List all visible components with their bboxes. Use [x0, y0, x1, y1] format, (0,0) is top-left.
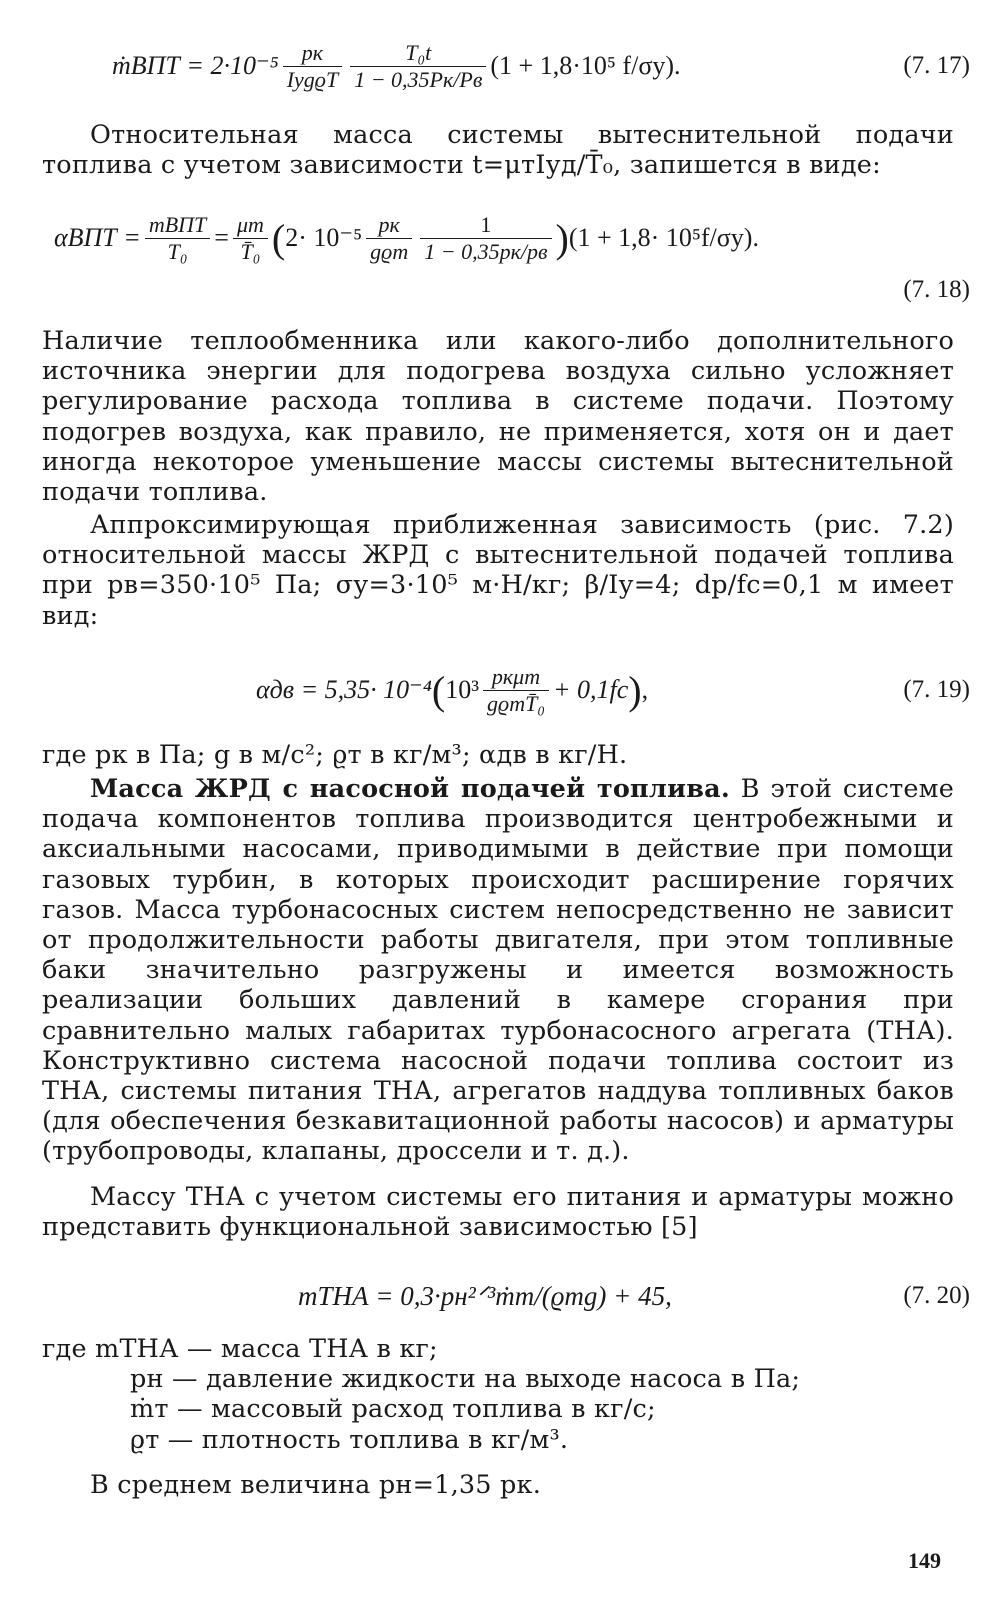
- eq719-tail: + 0,1fс: [552, 675, 629, 704]
- eq719-left-paren: (: [431, 667, 446, 713]
- eq719-number: (7. 19): [903, 676, 970, 703]
- eq718-fraction-2: [233, 212, 268, 265]
- eq717-f1-numerator: pк: [301, 39, 324, 65]
- definition-m-tna: где mТНА — масса ТНА в кг;: [42, 1334, 438, 1364]
- eq718-number: (7. 18): [903, 276, 970, 303]
- definition-rho-t: ϱт — плотность топлива в кг/м³.: [130, 1424, 569, 1455]
- eq718-f1-numerator: mВПТ: [148, 211, 207, 237]
- equation-7-18: [40, 200, 970, 310]
- eq718-right-paren: ): [555, 215, 569, 261]
- paragraph-3: Аппроксимирующая приближенная зависимость (рис. 7.2) относительной массы ЖРД с вытеснительной подачей топлива при pв=350·10⁵ Па; σу=3·10⁵ м·Н/кг; β/Iу=4; dр/fс=0,1 м имеет вид:: [42, 510, 954, 631]
- definition-m-t: ṁт — массовый расход топлива в кг/с;: [130, 1394, 656, 1425]
- eq719-coefficient: 10³: [445, 675, 480, 704]
- paragraph-4: где pк в Па; g в м/с²; ϱт в кг/м³; αдв в кг/Н.: [42, 740, 628, 770]
- equation-7-19: [40, 652, 970, 728]
- eq719-denominator: gϱтT̄₀: [483, 690, 549, 717]
- eq718-f3-numerator: pк: [378, 211, 400, 237]
- eq720-number: (7. 20): [903, 1282, 970, 1309]
- eq718-fraction-1: [145, 212, 210, 265]
- eq719-right-paren: ): [628, 667, 642, 713]
- eq717-f2-denominator: 1 − 0,35Pк/Pв: [350, 66, 486, 93]
- eq718-fraction-3: [366, 212, 412, 265]
- eq717-tail: (1 + 1,8·10⁵ f/σу).: [490, 51, 681, 80]
- paragraph-5-text: В этой системе подача компонентов топлива производится центробежными и аксиальными насосами, приводимыми в действие при помощи газовых турбин, в которых происходит расширение горячих газов. Масса турбонасосных систем непосредственно не зависит от продолжительности работы двигателя, при этом топливные баки значительно разгружены и имеется возможность реализации больших давлений в камере сгорания при сравнительно малых габаритах турбонасосного агрегата (ТНА). Конструктивно система насосной подачи топлива состоит из ТНА, системы питания ТНА, агрегатов наддува топливных баков (для обеспечения безкавитационной работы насосов) и арматуры (трубопроводы, клапаны, дроссели и т. д.).: [42, 774, 954, 1167]
- eq718-f4-numerator: 1: [480, 211, 492, 237]
- eq718-f2-denominator: T̄₀: [233, 238, 268, 265]
- paragraph-1: Относительная масса системы вытеснительной подачи топлива с учетом зависимости t=μтIуд/T̄₀, запишется в виде:: [42, 120, 954, 181]
- paragraph-7: В среднем величина pн=1,35 pк.: [90, 1470, 542, 1500]
- eq717-f1-denominator: IуgϱT: [283, 66, 343, 93]
- section-heading: Масса ЖРД с насосной подачей топлива.: [90, 774, 730, 804]
- eq718-inner: 2· 10⁻⁵: [285, 223, 363, 252]
- eq717-f2-numerator: T₀t: [405, 39, 432, 65]
- equation-7-17: [40, 30, 970, 102]
- eq718-left-paren: (: [271, 215, 286, 261]
- eq718-f4-denominator: 1 − 0,35pк/pв: [420, 238, 551, 265]
- eq719-fraction: [483, 664, 549, 717]
- eq718-f3-denominator: gϱт: [366, 238, 412, 265]
- definition-p-n: pн — давление жидкости на выходе насоса в Па;: [130, 1364, 801, 1395]
- eq718-equals: =: [214, 223, 229, 252]
- paragraph-6: Массу ТНА с учетом системы его питания и арматуры можно представить функциональной зависимостью [5]: [42, 1182, 954, 1243]
- eq717-fraction-2: [350, 40, 486, 93]
- paragraph-2: Наличие теплообменника или какого-либо дополнительного источника энергии для подогрева воздуха сильно усложняет регулирование расхода топлива в системе подачи. Поэтому подогрев воздуха, как правило, не применяется, хотя он и дает иногда некоторое уменьшение массы системы вытеснительной подачи топлива.: [42, 326, 954, 508]
- paragraph-5: [42, 774, 954, 1167]
- eq718-fraction-4: [420, 212, 551, 265]
- variable-definitions: [42, 1334, 800, 1455]
- eq719-lhs: αдв = 5,35· 10⁻⁴: [256, 675, 432, 704]
- eq718-f2-numerator: μт: [236, 211, 264, 237]
- eq717-fraction-1: [283, 40, 343, 93]
- eq718-f1-denominator: T₀: [145, 238, 210, 265]
- eq720-formula: mТНА = 0,3·pн²ᐟ³ṁт/(ϱтg) + 45,: [298, 1280, 672, 1311]
- eq718-tail: (1 + 1,8· 10⁵f/σу).: [568, 223, 759, 252]
- eq719-numerator: pкμт: [491, 663, 541, 689]
- equation-7-20: [40, 1268, 970, 1324]
- eq717-number: (7. 17): [903, 52, 970, 79]
- page-number: 149: [908, 1548, 941, 1573]
- eq717-lhs: ṁВПТ = 2·10⁻⁵: [112, 51, 279, 80]
- eq719-comma: ,: [641, 675, 649, 704]
- eq718-lhs: αВПТ =: [54, 223, 141, 252]
